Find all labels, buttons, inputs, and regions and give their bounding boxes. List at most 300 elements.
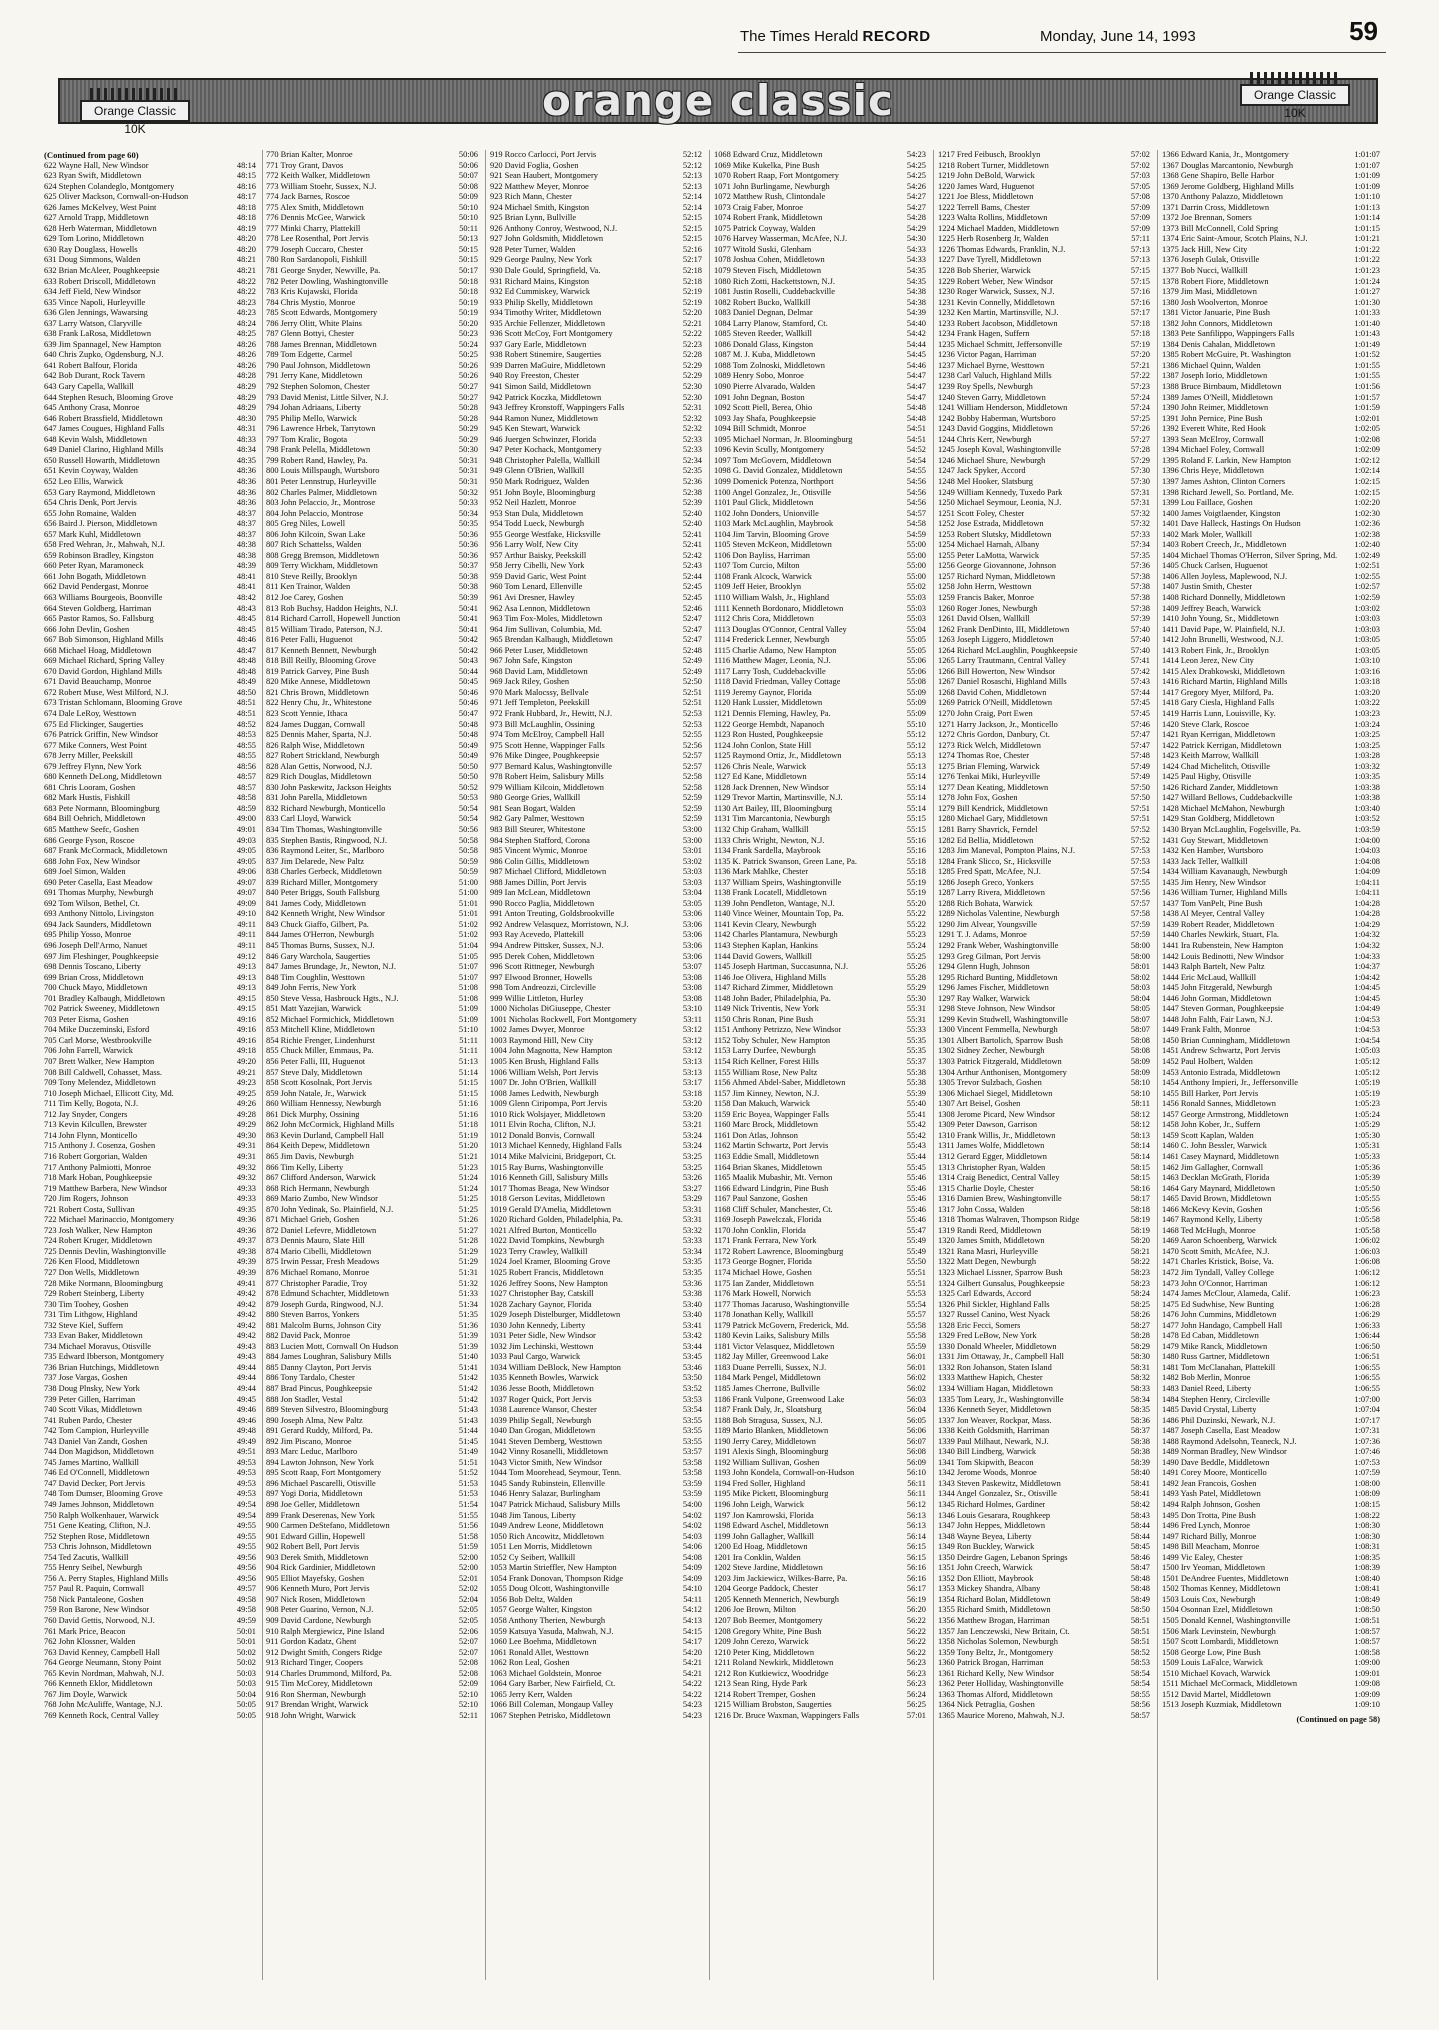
result-row: [1162, 1331, 1380, 1342]
runner-entry: 803 John Pelaccio, Jr., Montrose: [266, 498, 376, 508]
runner-entry: 684 Bill Oehrich, Middletown: [44, 814, 146, 824]
finish-time: 1:03:22: [1354, 698, 1380, 708]
finish-time: 52:10: [458, 1689, 478, 1699]
runner-entry: 821 Chris Brown, Middletown: [266, 687, 369, 697]
finish-time: 57:34: [1130, 540, 1150, 550]
result-row: [266, 1163, 478, 1174]
finish-time: 58:27: [1130, 1320, 1150, 1330]
finish-time: 49:01: [236, 825, 256, 834]
runner-entry: 822 Henry Chu, Jr., Whitestone: [266, 698, 372, 708]
result-row: [714, 709, 926, 720]
result-row: [1162, 1015, 1380, 1026]
result-row: [44, 730, 256, 741]
runner-entry: 1346 Louis Gesarara, Roughkeep: [938, 1510, 1051, 1520]
finish-time: 51:07: [458, 962, 478, 972]
finish-time: 50:48: [458, 719, 478, 729]
result-row: [490, 983, 702, 994]
finish-time: 53:53: [682, 1394, 702, 1404]
result-row: [490, 561, 702, 572]
result-row: [1162, 329, 1380, 340]
finish-time: 48:29: [236, 392, 256, 402]
runner-entry: 660 Peter Ryan, Maramoneck: [44, 561, 144, 571]
runner-entry: 1235 Michael Schmitt, Jeffersonville: [938, 339, 1063, 349]
result-row: [266, 1447, 478, 1458]
result-row: [44, 1468, 256, 1479]
finish-time: 1:01:07: [1354, 150, 1380, 159]
result-row: [1162, 836, 1380, 847]
finish-time: 53:03: [682, 877, 702, 887]
finish-time: 52:41: [682, 529, 702, 539]
finish-time: 55:50: [906, 1257, 926, 1267]
runner-entry: 1206 Joe Brown, Milton: [714, 1605, 796, 1615]
runner-entry: 1217 Fred Feibusch, Brooklyn: [938, 150, 1041, 159]
finish-time: 53:13: [682, 1067, 702, 1077]
finish-time: 57:51: [1130, 814, 1150, 824]
finish-time: 48:41: [236, 571, 256, 581]
result-row: [714, 150, 926, 161]
finish-time: 54:23: [682, 1710, 702, 1720]
runner-entry: 1201 Ira Conklin, Walden: [714, 1552, 801, 1562]
result-row: [266, 593, 478, 604]
result-row: [490, 1416, 702, 1427]
runner-entry: 1335 Tom Leary, Jr., Washingtonville: [938, 1394, 1064, 1404]
result-row: [1162, 245, 1380, 256]
finish-time: 55:57: [906, 1310, 926, 1320]
finish-time: 49:53: [236, 1478, 256, 1488]
result-row: [714, 593, 926, 604]
finish-time: 50:42: [458, 645, 478, 655]
finish-time: 49:30: [236, 1130, 256, 1140]
runner-entry: 1429 Stan Goldberg, Middletown: [1162, 814, 1275, 824]
runner-entry: 1487 Joseph Casella, East Meadow: [1162, 1426, 1281, 1436]
finish-time: 51:10: [458, 1025, 478, 1035]
runner-entry: 1338 Keith Goldsmith, Harriman: [938, 1426, 1050, 1436]
finish-time: 50:42: [458, 635, 478, 645]
result-row: [714, 1500, 926, 1511]
runner-entry: 880 Steven Barros, Yonkers: [266, 1310, 360, 1320]
finish-time: 58:22: [1130, 1257, 1150, 1267]
runner-entry: 1025 Robert Francis, Middletown: [490, 1267, 604, 1277]
finish-time: 53:08: [682, 972, 702, 982]
finish-time: 48:39: [236, 561, 256, 571]
runner-entry: 1053 Martin Strieffler, New Hampton: [490, 1563, 617, 1573]
result-row: [266, 962, 478, 973]
result-row: [1162, 867, 1380, 878]
result-row: [714, 625, 926, 636]
finish-time: 58:23: [1130, 1278, 1150, 1288]
runner-entry: 691 Thomas Murphy, Newburgh: [44, 888, 154, 898]
finish-time: 49:38: [236, 1246, 256, 1256]
result-row: [44, 920, 256, 931]
result-row: [1162, 730, 1380, 741]
finish-time: 57:26: [1130, 424, 1150, 434]
runner-entry: 1384 Denis Cahalan, Middletown: [1162, 339, 1276, 349]
finish-time: 52:50: [682, 677, 702, 687]
finish-time: 52:13: [682, 171, 702, 181]
result-row: [714, 1405, 926, 1416]
runner-entry: 1388 Bruce Birnbaum, Middletown: [1162, 382, 1282, 392]
runner-entry: 807 Rich Schattelss, Walden: [266, 540, 362, 550]
result-row: [938, 952, 1150, 963]
runner-entry: 1409 Jeffrey Beach, Warwick: [1162, 603, 1262, 613]
result-row: [1162, 266, 1380, 277]
runner-entry: 892 Jim Piscano, Monroe: [266, 1436, 352, 1446]
runner-entry: 760 David Gettis, Norwood, N.J.: [44, 1616, 155, 1626]
finish-time: 49:36: [236, 1225, 256, 1235]
runner-entry: 711 Tim Kelly, Bogota, N.J.: [44, 1099, 139, 1109]
result-row: [266, 867, 478, 878]
finish-time: 55:00: [906, 550, 926, 560]
runner-entry: 1129 Trevor Martin, Martinsville, N.J.: [714, 793, 843, 803]
result-row: [490, 498, 702, 509]
result-row: [714, 203, 926, 214]
finish-time: 53:27: [682, 1183, 702, 1193]
runner-entry: 636 Glen Jennings, Wawarsing: [44, 308, 148, 318]
finish-time: 50:58: [458, 846, 478, 856]
finish-time: 53:40: [682, 1299, 702, 1309]
result-row: [938, 1553, 1150, 1564]
finish-time: 48:22: [236, 276, 256, 286]
runner-entry: 1401 Dave Halleck, Hastings On Hudson: [1162, 519, 1301, 529]
result-row: [938, 793, 1150, 804]
runner-entry: 1145 Joseph Hartman, Succasunna, N.J.: [714, 962, 849, 972]
runner-entry: 907 Nick Rosen, Middletown: [266, 1594, 366, 1604]
runner-entry: 1312 Gerard Egger, Middletown: [938, 1151, 1047, 1161]
runner-entry: 652 Leo Ellis, Warwick: [44, 476, 124, 486]
runner-entry: 751 Gene Keating, Clifton, N.J.: [44, 1521, 151, 1531]
finish-time: 50:09: [458, 192, 478, 202]
finish-time: 58:44: [1130, 1521, 1150, 1531]
finish-time: 1:04:32: [1354, 930, 1380, 940]
result-row: [490, 456, 702, 467]
runner-entry: 705 Carl Morse, Westbrookville: [44, 1035, 152, 1045]
result-row: [1162, 751, 1380, 762]
result-row: [714, 371, 926, 382]
column-divider: [933, 150, 934, 1980]
runner-entry: 1249 William Kennedy, Tuxedo Park: [938, 487, 1063, 497]
result-row: [44, 1500, 256, 1511]
result-row: [44, 952, 256, 963]
finish-time: 51:55: [458, 1510, 478, 1520]
finish-time: 56:23: [906, 1668, 926, 1678]
finish-time: 1:01:57: [1354, 392, 1380, 402]
runner-entry: 851 Matt Yazejian, Warwick: [266, 1004, 362, 1014]
finish-time: 54:23: [906, 150, 926, 159]
finish-time: 50:08: [458, 181, 478, 191]
finish-time: 58:54: [1130, 1679, 1150, 1689]
result-row: [490, 582, 702, 593]
result-row: [1162, 1384, 1380, 1395]
result-row: [44, 540, 256, 551]
finish-time: 52:15: [682, 234, 702, 244]
finish-time: 56:11: [907, 1478, 926, 1488]
finish-time: 49:35: [236, 1204, 256, 1214]
result-row: [714, 1110, 926, 1121]
result-row: [490, 1363, 702, 1374]
result-row: [44, 1373, 256, 1384]
finish-time: 51:40: [458, 1352, 478, 1362]
result-row: [44, 1173, 256, 1184]
runner-entry: 633 Robert Driscoll, Middletown: [44, 276, 156, 286]
result-row: [266, 298, 478, 309]
runner-entry: 1148 John Bader, Philadelphia, Pa.: [714, 993, 831, 1003]
finish-time: 51:02: [458, 930, 478, 940]
runner-entry: 1269 Patrick O'Neill, Middletown: [938, 698, 1053, 708]
finish-time: 49:28: [236, 1109, 256, 1119]
finish-time: 54:26: [906, 181, 926, 191]
runner-entry: 824 James Duggan, Cornwall: [266, 719, 366, 729]
result-row: [938, 488, 1150, 499]
finish-time: 57:21: [1130, 360, 1150, 370]
runner-entry: 1288 Rich Bohata, Warwick: [938, 898, 1033, 908]
finish-time: 1:05:31: [1354, 1141, 1380, 1151]
finish-time: 54:47: [906, 371, 926, 381]
result-row: [714, 1553, 926, 1564]
runner-entry: 1371 Darrin Cross, Middletown: [1162, 202, 1270, 212]
column-divider: [262, 150, 263, 1980]
runner-entry: 873 Dennis Mauro, Slate Hill: [266, 1236, 365, 1246]
finish-time: 54:02: [682, 1521, 702, 1531]
finish-time: 1:06:23: [1354, 1289, 1380, 1299]
finish-time: 51:29: [458, 1257, 478, 1267]
finish-time: 58:21: [1130, 1246, 1150, 1256]
runner-entry: 1002 James Dwyer, Monroe: [490, 1025, 585, 1035]
result-row: [44, 530, 256, 541]
runner-entry: 969 Jack Riley, Goshen: [490, 677, 570, 687]
runner-entry: 1452 Paul Holbert, Walden: [1162, 1057, 1253, 1067]
finish-time: 58:18: [1130, 1204, 1150, 1214]
finish-time: 52:30: [682, 382, 702, 392]
result-row: [938, 941, 1150, 952]
runner-entry: 1289 Nicholas Valentine, Newburgh: [938, 909, 1060, 919]
finish-time: 1:07:17: [1354, 1415, 1380, 1425]
result-row: [490, 1004, 702, 1015]
runner-entry: 810 Steve Reilly, Brooklyn: [266, 571, 358, 581]
result-row: [266, 1194, 478, 1205]
runner-entry: 893 Marc Leduc, Marlboro: [266, 1447, 358, 1457]
runner-entry: 930 Dale Gould, Springfield, Va.: [490, 266, 601, 276]
runner-entry: 1068 Edward Cruz, Middletown: [714, 150, 823, 159]
runner-entry: 1124 John Conlon, State Hill: [714, 740, 812, 750]
finish-time: 57:53: [1130, 856, 1150, 866]
finish-time: 54:28: [906, 213, 926, 223]
finish-time: 48:36: [236, 476, 256, 486]
finish-time: 51:43: [458, 1415, 478, 1425]
result-row: [266, 1532, 478, 1543]
result-row: [938, 751, 1150, 762]
runner-entry: 777 Minki Charry, Plattekill: [266, 223, 361, 233]
finish-time: 1:02:36: [1354, 519, 1380, 529]
runner-entry: 1322 Matt Degen, Newburgh: [938, 1257, 1037, 1267]
runner-entry: 926 Anthony Conroy, Westwood, N.J.: [490, 223, 618, 233]
finish-time: 1:08:40: [1354, 1573, 1380, 1583]
result-row: [938, 414, 1150, 425]
finish-time: 57:02: [1130, 160, 1150, 170]
finish-time: 53:34: [682, 1246, 702, 1256]
result-row: [266, 1363, 478, 1374]
result-row: [714, 1658, 926, 1669]
finish-time: 58:47: [1130, 1563, 1150, 1573]
finish-time: 58:42: [1130, 1500, 1150, 1509]
finish-time: 50:20: [458, 318, 478, 328]
runner-entry: 884 James Loughran, Salisbury Mills: [266, 1352, 392, 1362]
runner-entry: 653 Gary Raymond, Middletown: [44, 487, 156, 497]
runner-entry: 1245 Joseph Koval, Washingtonville: [938, 445, 1061, 455]
result-row: [938, 435, 1150, 446]
runner-entry: 1167 Paul Sanzone, Goshen: [714, 1194, 808, 1204]
finish-time: 51:32: [458, 1278, 478, 1288]
runner-entry: 1483 Daniel Reed, Liberty: [1162, 1383, 1252, 1393]
result-row: [266, 540, 478, 551]
finish-time: 49:43: [236, 1352, 256, 1362]
result-row: [44, 435, 256, 446]
runner-entry: 1446 John Gorman, Middletown: [1162, 993, 1272, 1003]
finish-time: 55:46: [906, 1204, 926, 1214]
finish-time: 51:27: [458, 1225, 478, 1235]
runner-entry: 990 Rocco Paglia, Middletown: [490, 898, 595, 908]
runner-entry: 642 Bob Durant, Rock Tavern: [44, 371, 145, 381]
result-row: [714, 551, 926, 562]
runner-entry: 1106 Don Bayliss, Harriman: [714, 550, 810, 560]
finish-time: 50:44: [458, 666, 478, 676]
result-row: [938, 1395, 1150, 1406]
result-row: [938, 1700, 1150, 1711]
finish-time: 1:01:09: [1354, 171, 1380, 181]
finish-time: 58:41: [1130, 1478, 1150, 1488]
finish-time: 48:26: [236, 339, 256, 349]
result-row: [44, 287, 256, 298]
finish-time: 55:46: [906, 1215, 926, 1225]
result-row: [1162, 1395, 1380, 1406]
finish-time: 53:59: [682, 1478, 702, 1488]
runner-entry: 922 Matthew Meyer, Monroe: [490, 181, 589, 191]
finish-time: 51:07: [458, 972, 478, 982]
finish-time: 50:05: [236, 1710, 256, 1720]
finish-time: 57:47: [1130, 730, 1150, 740]
finish-time: 50:30: [458, 445, 478, 455]
finish-time: 1:03:25: [1354, 730, 1380, 740]
result-row: [44, 1321, 256, 1332]
runner-entry: 1361 Richard Kelly, New Windsor: [938, 1668, 1054, 1678]
runner-entry: 1461 Casey Maynard, Middletown: [1162, 1151, 1279, 1161]
runner-entry: 1374 Eric Saint-Amour, Scotch Plains, N.J.: [1162, 234, 1308, 244]
runner-entry: 1419 Harris Lunn, Louisville, Ky.: [1162, 708, 1276, 718]
finish-time: 48:14: [236, 160, 256, 170]
finish-time: 1:03:23: [1354, 708, 1380, 718]
finish-time: 51:44: [458, 1426, 478, 1436]
finish-time: 52:15: [682, 213, 702, 223]
runner-entry: 916 Ron Sherman, Newburgh: [266, 1689, 366, 1699]
finish-time: 1:01:56: [1354, 382, 1380, 392]
runner-entry: 1199 John Gallagher, Wallkill: [714, 1531, 814, 1541]
runner-entry: 1497 Richard Billy, Monroe: [1162, 1531, 1257, 1541]
result-row: [266, 614, 478, 625]
result-row: [1162, 551, 1380, 562]
runner-entry: 989 Ian McLean, Middletown: [490, 888, 591, 898]
finish-time: 54:57: [906, 508, 926, 518]
runner-entry: 765 Kevin Nordman, Mahwah, N.J.: [44, 1668, 165, 1678]
result-row: [490, 836, 702, 847]
runner-entry: 1240 Steven Garry, Middletown: [938, 392, 1046, 402]
runner-entry: 1337 Jon Weaver, Rockpar, Mass.: [938, 1415, 1052, 1425]
finish-time: 58:35: [1130, 1405, 1150, 1415]
finish-time: 52:45: [682, 592, 702, 602]
runner-entry: 1036 Jesse Booth, Middletown: [490, 1383, 594, 1393]
result-row: [1162, 371, 1380, 382]
finish-time: 55:33: [906, 1025, 926, 1035]
runner-entry: 670 David Gordon, Highland Mills: [44, 666, 162, 676]
result-row: [1162, 445, 1380, 456]
runner-entry: 1057 George Walter, Kingston: [490, 1605, 592, 1615]
finish-time: 49:49: [236, 1436, 256, 1446]
result-row: [714, 930, 926, 941]
result-row: [490, 213, 702, 224]
runner-entry: 1342 Jerome Woods, Monroe: [938, 1468, 1037, 1478]
result-row: [44, 1553, 256, 1564]
finish-time: 53:57: [682, 1447, 702, 1457]
runner-entry: 727 Don Wells, Middletown: [44, 1267, 140, 1277]
result-row: [714, 1257, 926, 1268]
finish-time: 58:02: [1130, 972, 1150, 982]
runner-entry: 1280 Michael Gary, Middletown: [938, 814, 1048, 824]
finish-time: 55:02: [906, 582, 926, 592]
runner-entry: 762 John Klossner, Walden: [44, 1637, 136, 1647]
runner-entry: 701 Bradley Kalbaugh, Middletown: [44, 993, 165, 1003]
finish-time: 54:56: [906, 498, 926, 508]
runner-entry: 1328 Eric Fecci, Somers: [938, 1320, 1021, 1330]
result-row: [1162, 857, 1380, 868]
result-row: [714, 340, 926, 351]
finish-time: 1:05:33: [1354, 1151, 1380, 1161]
result-row: [938, 836, 1150, 847]
runner-entry: 661 John Bogath, Middletown: [44, 571, 146, 581]
result-row: [490, 646, 702, 657]
runner-entry: 933 Philip Skelly, Middletown: [490, 297, 593, 307]
runner-entry: 943 Jeffrey Kronstoff, Wappingers Falls: [490, 403, 625, 413]
finish-time: 1:04:11: [1354, 877, 1380, 887]
runner-entry: 648 Kevin Walsh, Middletown: [44, 434, 147, 444]
finish-time: 58:15: [1130, 1162, 1150, 1172]
finish-time: 55:14: [906, 782, 926, 792]
finish-time: 1:04:11: [1354, 888, 1380, 898]
result-row: [44, 488, 256, 499]
result-row: [490, 1131, 702, 1142]
runner-entry: 1412 John Brunelli, Westwood, N.J.: [1162, 635, 1284, 645]
runner-entry: 1513 Joseph Kuzmiak, Middletown: [1162, 1700, 1282, 1710]
result-row: [938, 1046, 1150, 1057]
finish-time: 50:54: [458, 814, 478, 824]
result-row: [490, 1331, 702, 1342]
result-row: [714, 1458, 926, 1469]
runner-entry: 1299 Kevin Studwell, Washingtonville: [938, 1014, 1068, 1024]
runner-entry: 1227 Dave Tyrell, Middletown: [938, 255, 1042, 265]
result-row: [490, 1184, 702, 1195]
finish-time: 49:21: [236, 1067, 256, 1077]
runner-entry: 1284 Frank Slicco, Sr., Hicksville: [938, 856, 1052, 866]
result-row: [490, 1015, 702, 1026]
finish-time: 52:41: [682, 540, 702, 550]
runner-entry: 919 Rocco Carlocci, Port Jervis: [490, 150, 597, 159]
result-row: [266, 414, 478, 425]
finish-time: 1:07:53: [1354, 1457, 1380, 1467]
runner-entry: 1441 Ira Rubenstein, New Hampton: [1162, 941, 1284, 951]
finish-time: 53:06: [682, 951, 702, 961]
result-row: [1162, 414, 1380, 425]
finish-time: 49:42: [236, 1320, 256, 1330]
finish-time: 55:06: [906, 656, 926, 666]
finish-time: 52:59: [682, 803, 702, 813]
runner-entry: 671 David Beauchamp, Monroe: [44, 677, 152, 687]
